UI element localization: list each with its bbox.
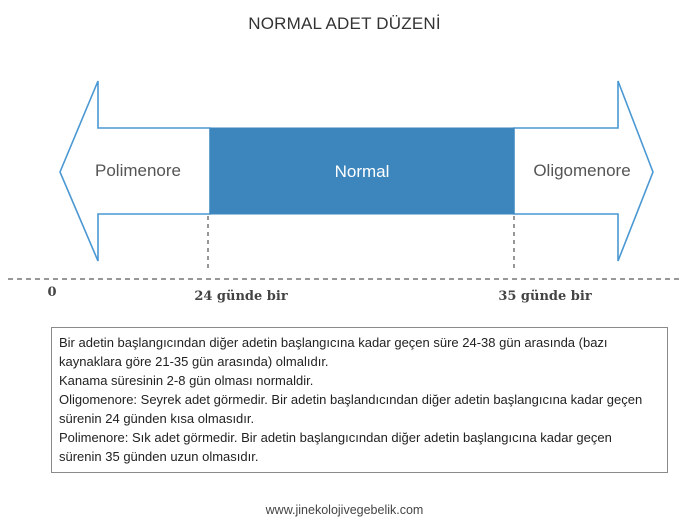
normal-label: Normal [334, 162, 390, 181]
axis-start-label: 0 [47, 285, 57, 300]
info-line: kaynaklara göre 21-35 gün arasında) olmalıdır. [59, 354, 329, 369]
info-line: sürenin 35 günden uzun olmasıdır. [59, 449, 259, 464]
website-footer: www.jinekolojivegebelik.com [265, 503, 424, 517]
page-title: NORMAL ADET DÜZENİ [248, 14, 441, 33]
axis-tick-35: 35 günde bir [498, 289, 592, 304]
info-line: sürenin 24 günden kısa olmasıdır. [59, 411, 255, 426]
axis-tick-24: 24 günde bir [194, 289, 288, 304]
polimenore-label: Polimenore [95, 161, 181, 180]
info-line: Bir adetin başlangıcından diğer adetin başlangıcına kadar geçen süre 24-38 gün arasında (bazı [59, 335, 608, 350]
info-line: Polimenore: Sık adet görmedir. Bir adetin başlangıcından diğer adetin başlangıcına kadar geçen [59, 430, 612, 445]
oligomenore-label: Oligomenore [533, 161, 631, 180]
info-box [51, 327, 668, 473]
info-line: Oligomenore: Seyrek adet görmedir. Bir adetin başlandıcından diğer adetin başlangıcına kadar geçen [59, 392, 643, 407]
info-line: Kanama süresinin 2-8 gün olması normaldir. [59, 373, 314, 388]
